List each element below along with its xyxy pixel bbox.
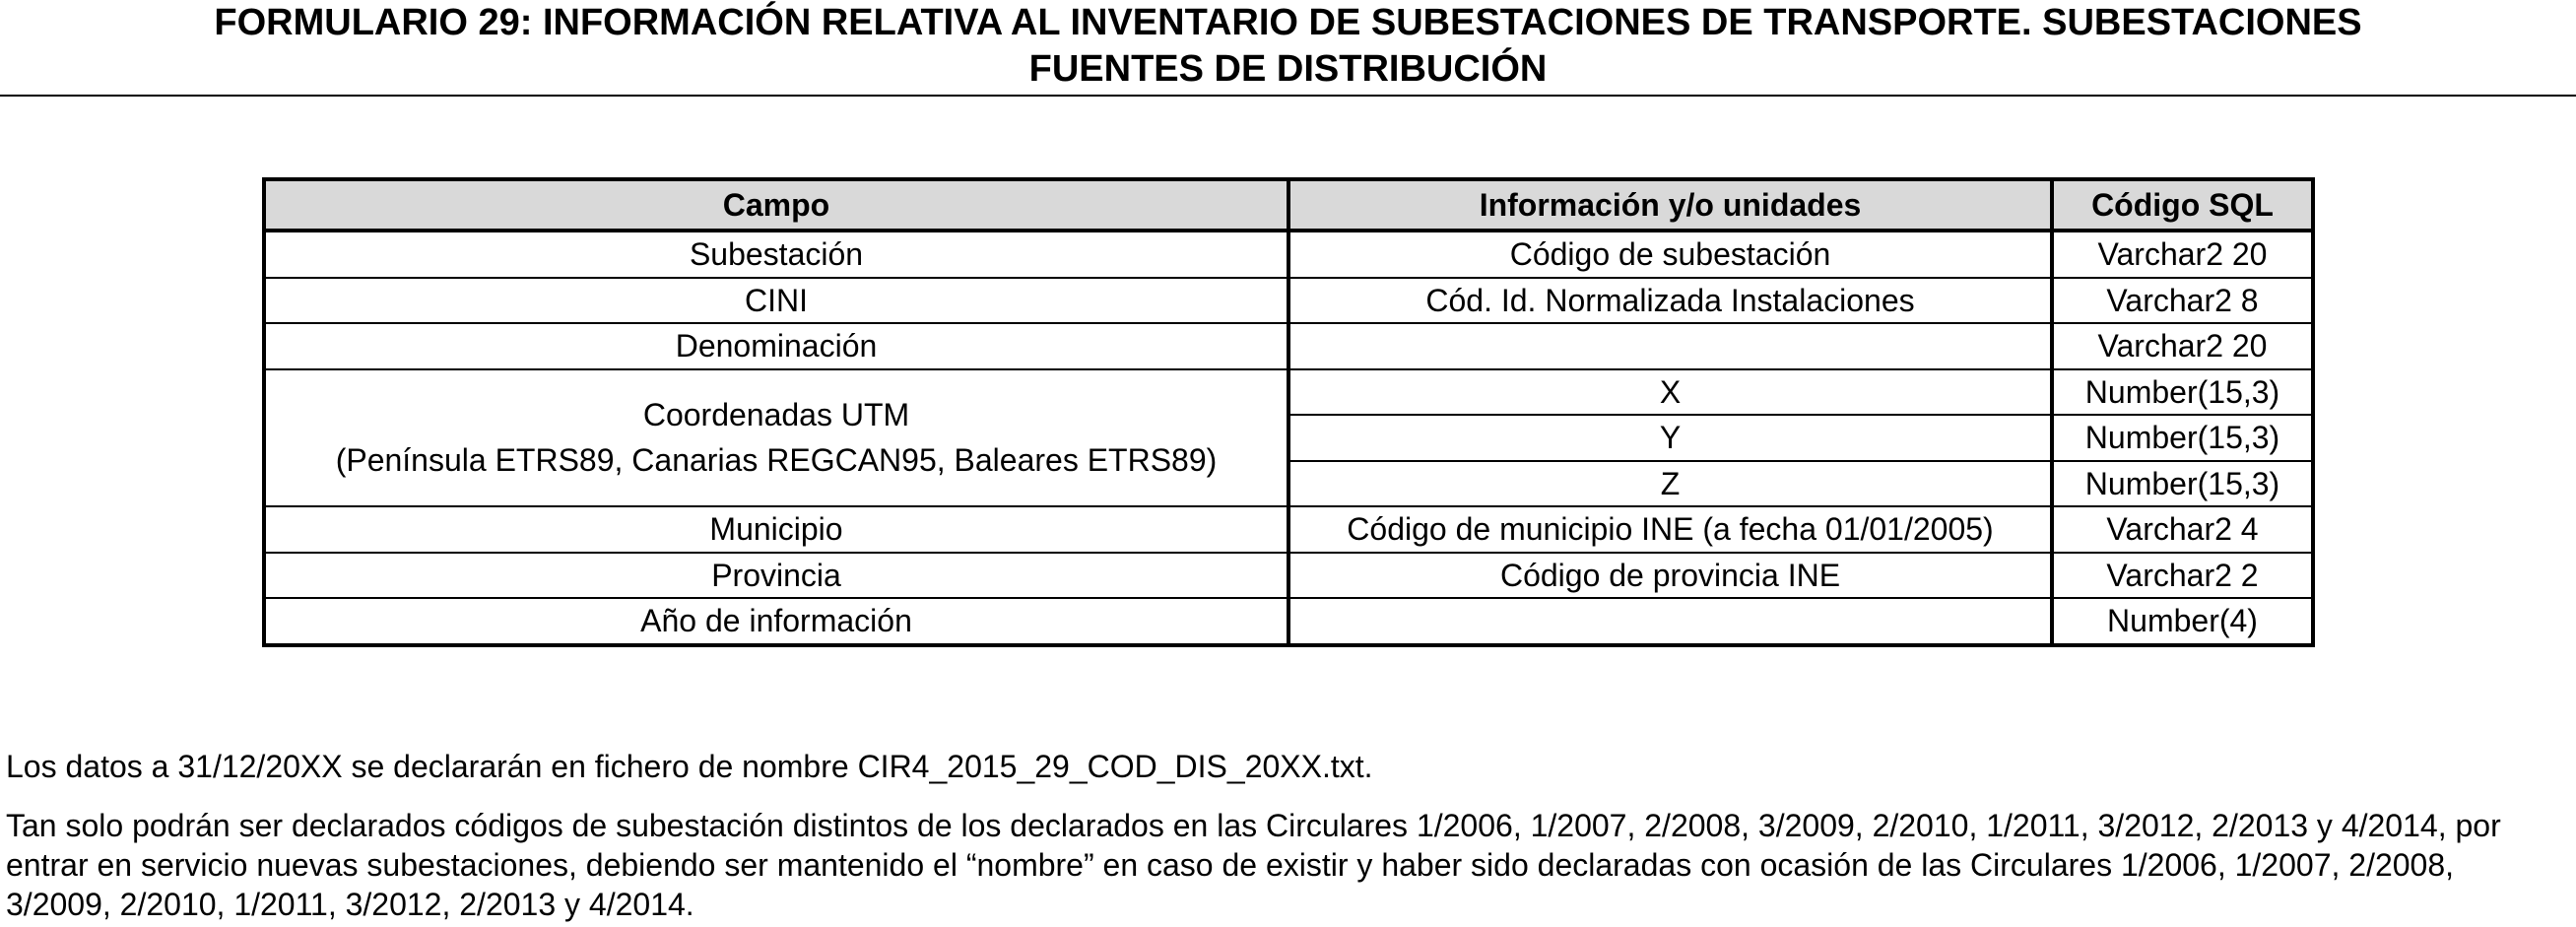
- table-row: [264, 598, 2313, 645]
- form-title-line2: FUENTES DE DISTRIBUCIÓN: [1028, 48, 1548, 90]
- cell-sql: Varchar2 4: [2052, 506, 2313, 553]
- inventory-fields-table: [262, 177, 2315, 647]
- header-informacion: Información y/o unidades: [1288, 179, 2052, 231]
- cell-campo: CINI: [264, 278, 1288, 324]
- declaration-rule-note: Tan solo podrán ser declarados códigos de subestación distintos de los declarados en las Circulares 1/2006, 1/2007, 2/2008, 3/2009, 2/2010, 1/2011, 3/2012, 2/2013 y 4/2014, por entrar en servicio nuevas subestaciones, debiendo ser mantenido el “nombre” en caso de existir y haber sido declaradas con ocasión de las Circulares 1/2006, 1/2007, 2/2008, 3/2009, 2/2010, 1/2011, 3/2012, 2/2013 y 4/2014.: [6, 808, 2501, 922]
- table-row: [264, 278, 2313, 324]
- cell-campo: Municipio: [264, 506, 1288, 553]
- cell-info: X: [1288, 369, 2052, 416]
- form-title-line1: FORMULARIO 29: INFORMACIÓN RELATIVA AL INVENTARIO DE SUBESTACIONES DE TRANSPORTE. SUBESTACIONES: [214, 2, 2362, 43]
- cell-info: Y: [1288, 415, 2052, 461]
- cell-sql: Number(15,3): [2052, 461, 2313, 507]
- cell-info: [1288, 323, 2052, 369]
- title-divider: [0, 95, 2576, 97]
- table-row: [264, 231, 2313, 278]
- cell-campo-coordenadas: [264, 369, 1288, 507]
- header-campo: Campo: [264, 179, 1288, 231]
- cell-campo: Provincia: [264, 553, 1288, 599]
- cell-sql: Number(15,3): [2052, 369, 2313, 416]
- cell-info: Código de subestación: [1288, 231, 2052, 278]
- cell-info: Código de municipio INE (a fecha 01/01/2005): [1288, 506, 2052, 553]
- cell-campo: Subestación: [264, 231, 1288, 278]
- cell-sql: Number(4): [2052, 598, 2313, 645]
- form-title: [0, 0, 2576, 93]
- table-row: [264, 323, 2313, 369]
- cell-sql: Varchar2 20: [2052, 323, 2313, 369]
- table-header-row: [264, 179, 2313, 231]
- table-row: [264, 369, 2313, 416]
- cell-sql: Varchar2 8: [2052, 278, 2313, 324]
- table-row: [264, 553, 2313, 599]
- coordenadas-systems: (Península ETRS89, Canarias REGCAN95, Baleares ETRS89): [335, 442, 1218, 479]
- cell-info: Z: [1288, 461, 2052, 507]
- table-row: [264, 506, 2313, 553]
- cell-sql: Varchar2 20: [2052, 231, 2313, 278]
- cell-info: Cód. Id. Normalizada Instalaciones: [1288, 278, 2052, 324]
- cell-info: [1288, 598, 2052, 645]
- file-name-note: Los datos a 31/12/20XX se declararán en fichero de nombre CIR4_2015_29_COD_DIS_20XX.txt.: [6, 749, 1373, 784]
- cell-sql: Number(15,3): [2052, 415, 2313, 461]
- header-codigo-sql: Código SQL: [2052, 179, 2313, 231]
- cell-info: Código de provincia INE: [1288, 553, 2052, 599]
- cell-sql: Varchar2 2: [2052, 553, 2313, 599]
- cell-campo: Año de información: [264, 598, 1288, 645]
- coordenadas-label: Coordenadas UTM: [642, 397, 910, 433]
- cell-campo: Denominación: [264, 323, 1288, 369]
